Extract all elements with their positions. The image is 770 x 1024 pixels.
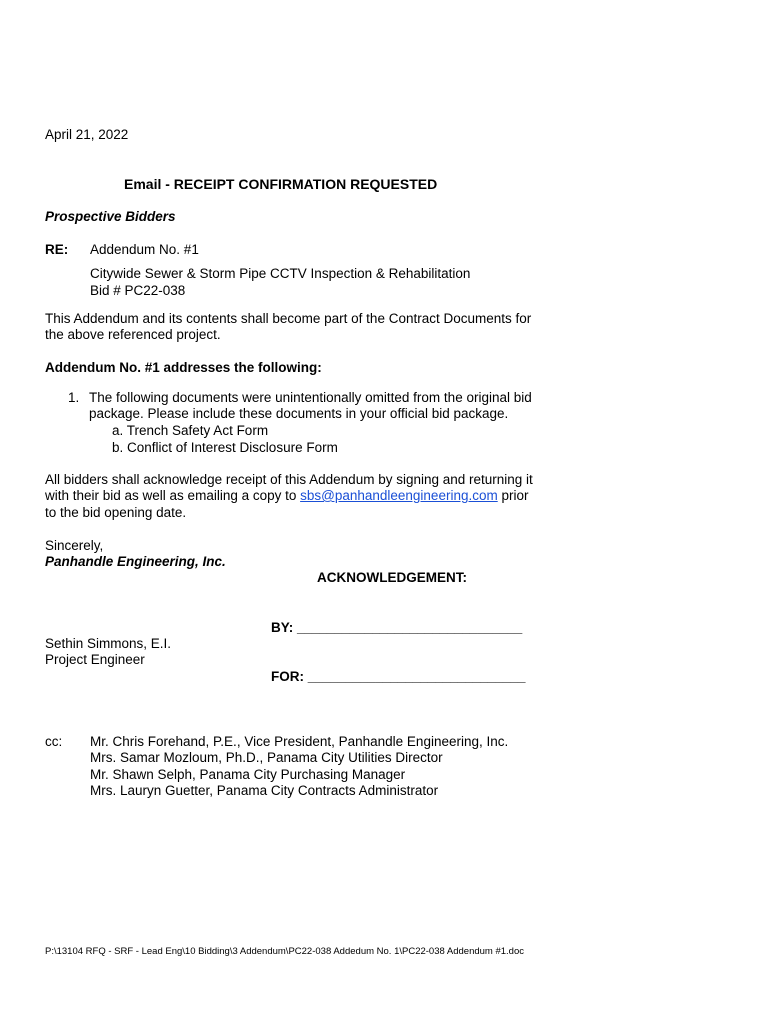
cc-recipient: Mrs. Samar Mozloum, Ph.D., Panama City Utilities Director <box>90 750 443 765</box>
re-label: RE: <box>45 242 69 257</box>
cc-recipient: Mrs. Lauryn Guetter, Panama City Contracts Administrator <box>90 783 439 798</box>
item-1-line-1: The following documents were unintentionally omitted from the original bid <box>89 390 532 405</box>
closing-line-3: to the bid opening date. <box>45 505 187 520</box>
recipient: Prospective Bidders <box>45 209 176 224</box>
acknowledgement-heading: ACKNOWLEDGEMENT: <box>317 570 467 585</box>
letter-date: April 21, 2022 <box>45 127 129 142</box>
item-1-sub-b: b. Conflict of Interest Disclosure Form <box>112 440 338 455</box>
re-addendum-number: Addendum No. #1 <box>90 242 199 257</box>
cc-recipient: Mr. Shawn Selph, Panama City Purchasing Manager <box>90 767 406 782</box>
signer-name: Sethin Simmons, E.I. <box>45 636 172 651</box>
closing-line-2-text: with their bid as well as emailing a copy to <box>45 488 301 503</box>
item-1-sub-a: a. Trench Safety Act Form <box>112 423 269 438</box>
re-bid-number: Bid # PC22-038 <box>90 283 186 298</box>
signer-title: Project Engineer <box>45 652 145 667</box>
re-project-title: Citywide Sewer & Storm Pipe CCTV Inspection & Rehabilitation <box>90 266 471 281</box>
closing-line-2-end: prior <box>497 488 529 503</box>
item-1-line-2: package. Please include these documents in your official bid package. <box>89 406 509 421</box>
cc-recipient: Mr. Chris Forehand, P.E., Vice President, Panhandle Engineering, Inc. <box>90 734 509 749</box>
footer-file-path: P:\13104 RFQ - SRF - Lead Eng\10 Bidding\3 Addendum\PC22-038 Addedum No. 1\PC22-038 Addendum #1.doc <box>45 946 525 957</box>
company-name: Panhandle Engineering, Inc. <box>45 554 226 569</box>
closing-line-2 <box>45 488 528 503</box>
by-signature-line: BY: ______________________________ <box>271 620 523 635</box>
for-signature-line: FOR: _____________________________ <box>271 669 526 684</box>
email-link[interactable]: sbs@panhandleengineering.com <box>300 488 498 503</box>
letter-heading: Email - RECEIPT CONFIRMATION REQUESTED <box>124 176 438 192</box>
intro-line-2: the above referenced project. <box>45 327 221 342</box>
cc-label: cc: <box>45 734 63 749</box>
closing-line-1: All bidders shall acknowledge receipt of this Addendum by signing and returning it <box>45 472 533 487</box>
item-1-number: 1. <box>68 390 80 405</box>
intro-line-1: This Addendum and its contents shall become part of the Contract Documents for <box>45 311 532 326</box>
addresses-heading: Addendum No. #1 addresses the following: <box>45 360 322 375</box>
sincerely: Sincerely, <box>45 538 104 553</box>
